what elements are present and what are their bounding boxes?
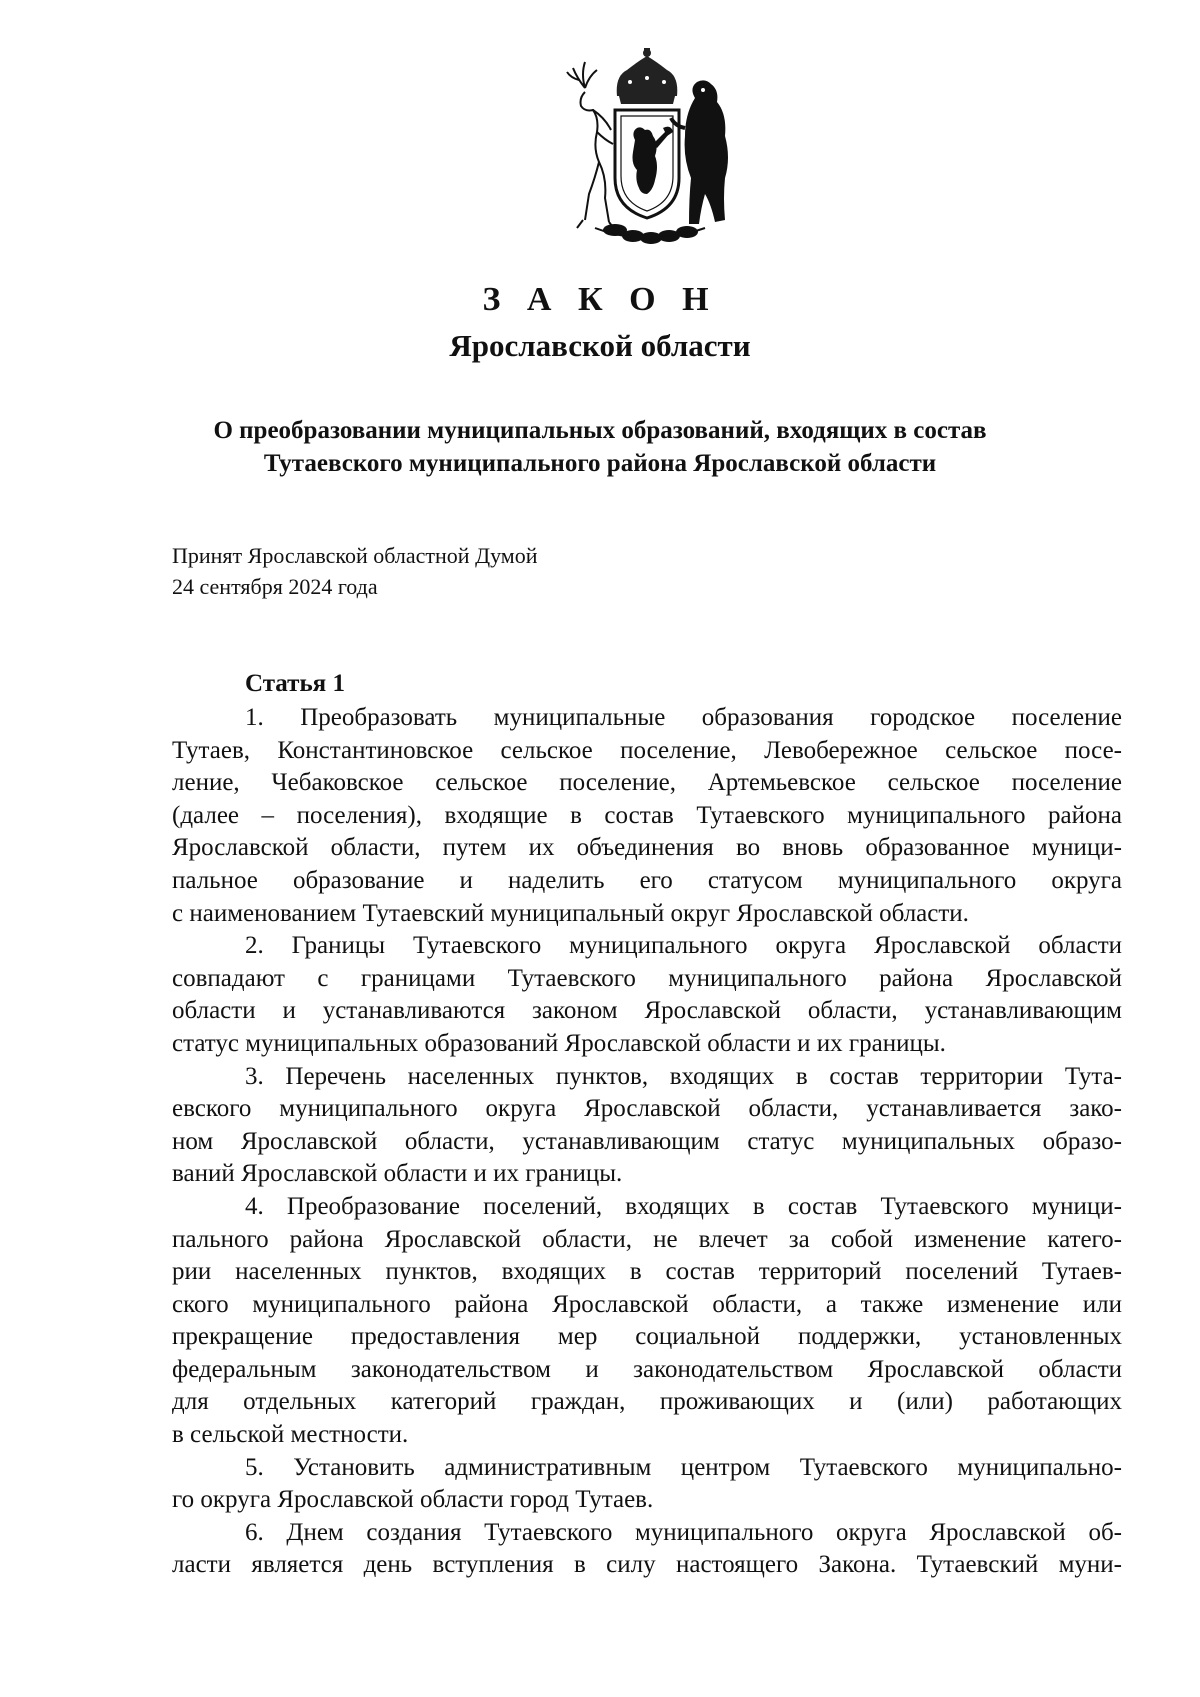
shield-icon — [615, 110, 679, 218]
article-line: ном Ярославской области, устанавливающим статус муниципальных образо- — [172, 1127, 1122, 1155]
article-line: Ярославской области, путем их объединения во вновь образованное муници- — [172, 834, 1122, 862]
article-line: 6. Днем создания Тутаевского муниципального округа Ярославской об- — [245, 1518, 1122, 1546]
oak-wreath-icon — [595, 224, 705, 244]
document-subject — [160, 414, 1040, 480]
subject-line: О преобразовании муниципальных образований, входящих в состав — [213, 417, 987, 444]
coat-of-arms-icon — [555, 48, 740, 248]
deer-icon — [567, 62, 615, 230]
article-line: 3. Перечень населенных пунктов, входящих в состав территории Тута- — [245, 1062, 1122, 1090]
article-line: рии населенных пунктов, входящих в состав территорий поселений Тутаев- — [172, 1258, 1122, 1286]
adoption-note — [172, 540, 538, 602]
article-line: ласти является день вступления в силу настоящего Закона. Тутаевский муни- — [172, 1551, 1122, 1579]
article-line: статус муниципальных образований Ярославской области и их границы. — [172, 1029, 946, 1057]
article-body — [172, 702, 1122, 1582]
article-line: 5. Установить административным центром Тутаевского муниципально- — [245, 1453, 1122, 1481]
article-line: (далее – поселения), входящие в состав Тутаевского муниципального района — [172, 801, 1122, 829]
document-title: З А К О Н — [482, 281, 718, 318]
document-region: Ярославской области — [449, 328, 751, 363]
article-line: го округа Ярославской области город Тутаев. — [172, 1486, 654, 1514]
article-line: пального района Ярославской области, не влечет за собой изменение катего- — [172, 1225, 1122, 1253]
article-line: ваний Ярославской области и их границы. — [172, 1160, 623, 1188]
article-line: области и устанавливаются законом Ярославской области, устанавливающим — [172, 997, 1122, 1025]
article-heading: Статья 1 — [245, 670, 345, 697]
article-line: совпадают с границами Тутаевского муниципального района Ярославской — [172, 964, 1122, 992]
article-line: для отдельных категорий граждан, проживающих и (или) работающих — [172, 1388, 1122, 1416]
crown-icon — [617, 48, 678, 104]
article-line: ление, Чебаковское сельское поселение, Артемьевское сельское поселение — [172, 769, 1122, 797]
article-line: с наименованием Тутаевский муниципальный округ Ярославской области. — [172, 899, 969, 927]
article-line: 2. Границы Тутаевского муниципального округа Ярославской области — [245, 932, 1122, 960]
article-line: евского муниципального округа Ярославской области, устанавливается зако- — [172, 1095, 1122, 1123]
adoption-date: 24 сентября 2024 года — [172, 574, 378, 599]
article-line: федеральным законодательством и законодательством Ярославской области — [172, 1355, 1122, 1383]
article-line: Тутаев, Константиновское сельское поселение, Левобережное сельское посе- — [172, 736, 1122, 764]
subject-line: Тутаевского муниципального района Ярославской области — [263, 450, 937, 477]
article-line: пальное образование и наделить его статусом муниципального округа — [172, 866, 1122, 894]
article-line: ского муниципального района Ярославской области, а также изменение или — [172, 1290, 1122, 1318]
article-line: в сельской местности. — [172, 1421, 409, 1449]
article-line: прекращение предоставления мер социальной поддержки, установленных — [172, 1323, 1122, 1351]
adoption-line: Принят Ярославской областной Думой — [172, 543, 538, 568]
article-line: 4. Преобразование поселений, входящих в состав Тутаевского муници- — [245, 1192, 1122, 1220]
article-line: 1. Преобразовать муниципальные образования городское поселение — [245, 704, 1122, 731]
